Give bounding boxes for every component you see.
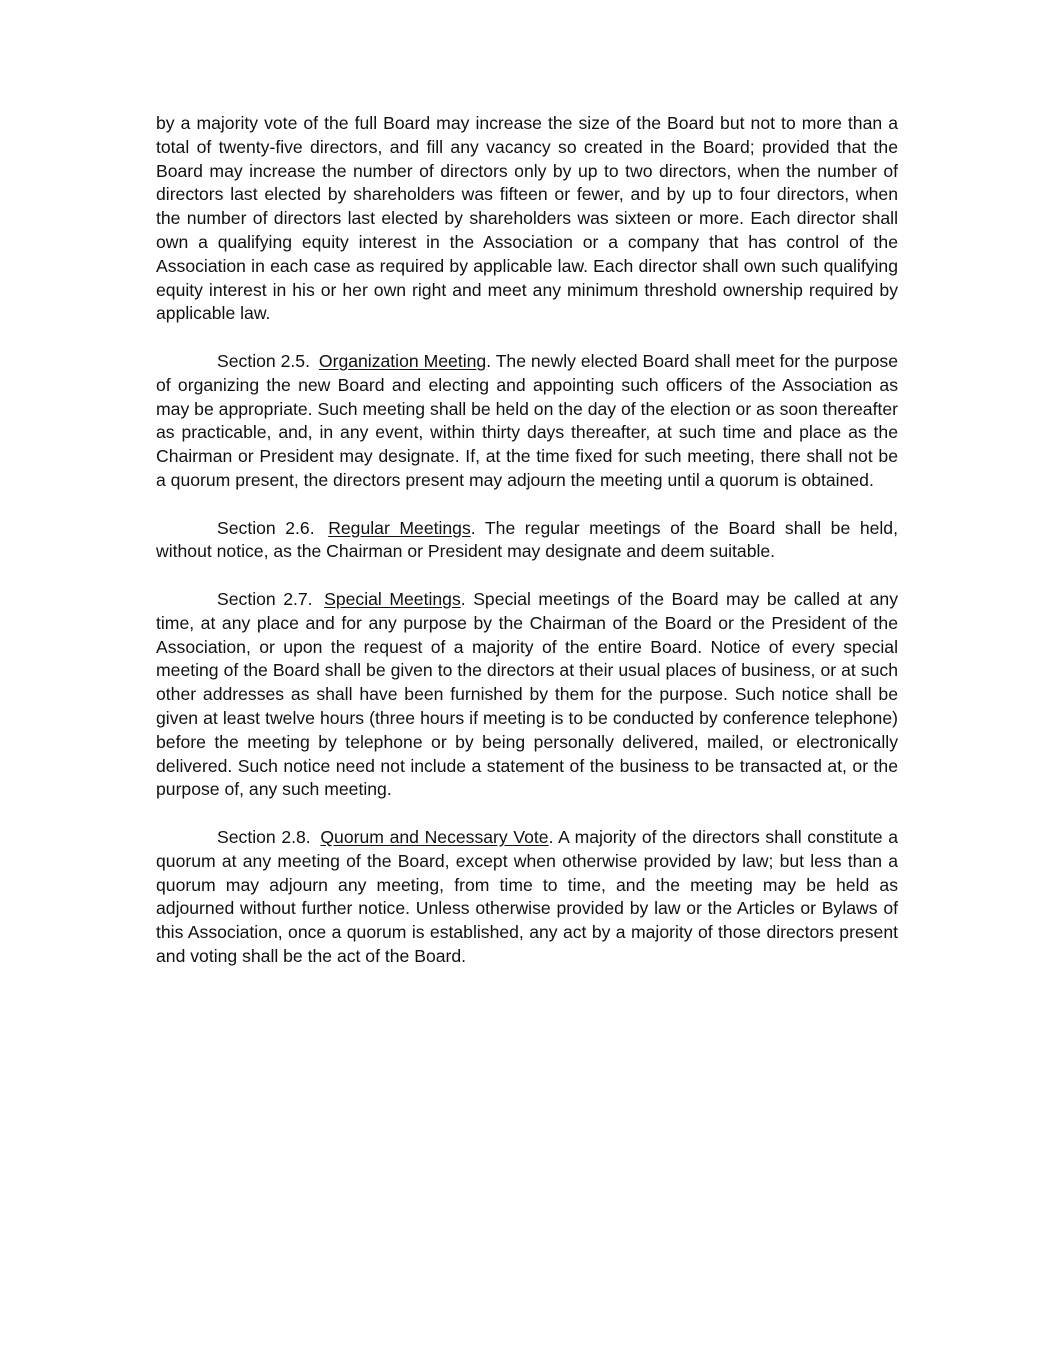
paragraph-board-size [156, 112, 898, 326]
section-title: Special Meetings [324, 588, 461, 609]
section-text: . The regular meetings of the Board shall be held, without notice, as the Chairman or President may designate and deem suitable. [156, 517, 898, 562]
section-2-6 [156, 517, 898, 565]
section-title: Quorum and Necessary Vote [320, 826, 549, 847]
section-number: Section 2.8. [217, 826, 311, 847]
section-number: Section 2.6. [217, 517, 315, 538]
section-title: Organization Meeting [318, 350, 487, 371]
document-body [156, 112, 898, 992]
section-title: Regular Meetings [328, 517, 471, 538]
paragraph-text: by a majority vote of the full Board may increase the size of the Board but not to more than a total of twenty-five directors, and fill any vacancy so created in the Board; provided that the Board may increase the number of directors only by up to two directors, when the number of directors last elected by shareholders was fifteen or fewer, and by up to four directors, when the number of directors last elected by shareholders was sixteen or more. Each director shall own a qualifying equity interest in the Association or a company that has control of the Association in each case as required by applicable law. Each director shall own such qualifying equity interest in his or her own right and meet any minimum threshold ownership required by applicable law. [156, 113, 898, 324]
section-text: . A majority of the directors shall constitute a quorum at any meeting of the Board, except when otherwise provided by law; but less than a quorum may adjourn any meeting, from time to time, and the meeting may be held as adjourned without further notice. Unless otherwise provided by law or the Articles or Bylaws of this Association, once a quorum is established, any act by a majority of those directors present and voting shall be the act of the Board. [156, 826, 899, 966]
section-2-8 [156, 826, 898, 969]
section-text: . Special meetings of the Board may be called at any time, at any place and for any purpose by the Chairman of the Board or the President of the Association, or upon the request of a majority of the entire Board. Notice of every special meeting of the Board shall be given to the directors at their usual places of business, or at such other addresses as shall have been furnished by them for the purpose. Such notice shall be given at least twelve hours (three hours if meeting is to be conducted by conference telephone) before the meeting by telephone or by being personally delivered, mailed, or electronically delivered. Such notice need not include a statement of the business to be transacted at, or the purpose of, any such meeting. [156, 588, 899, 800]
section-text: . The newly elected Board shall meet for the purpose of organizing the new Board and electing and appointing such officers of the Association as may be appropriate. Such meeting shall be held on the day of the election or as soon thereafter as practicable, and, in any event, within thirty days thereafter, at such time and place as the Chairman or President may designate. If, at the time fixed for such meeting, there shall not be a quorum present, the directors present may adjourn the meeting until a quorum is obtained. [156, 350, 898, 490]
section-number: Section 2.7. [217, 588, 313, 609]
section-number: Section 2.5. [217, 350, 310, 371]
section-2-5 [156, 350, 898, 493]
section-2-7 [156, 588, 898, 802]
